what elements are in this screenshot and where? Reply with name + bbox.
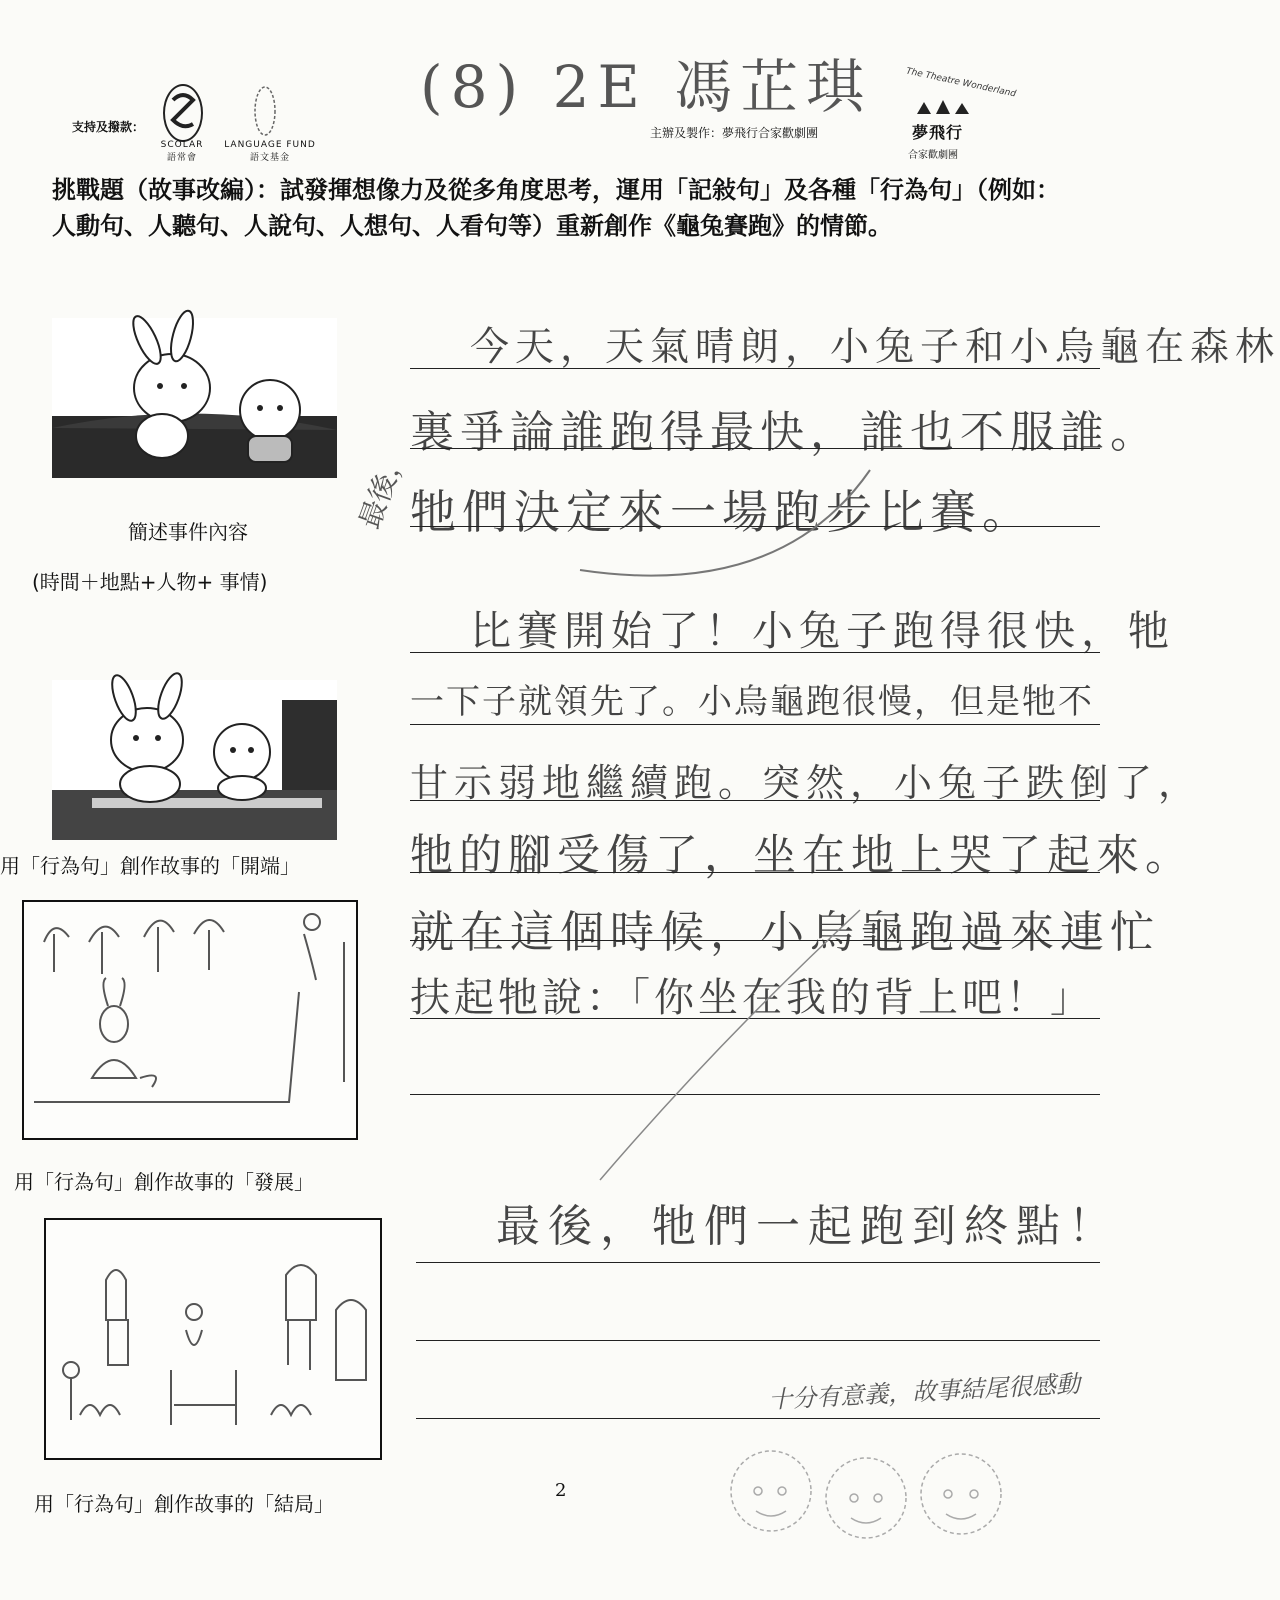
story-line: 今天，天氣晴朗，小兔子和小烏龜在森林 xyxy=(470,325,1280,370)
rabbit-turtle-illustration-2 xyxy=(52,680,337,840)
story-line: 就在這個時候，小烏龜跑過來連忙 xyxy=(410,907,1160,958)
scolar-logo xyxy=(163,84,203,142)
writing-line xyxy=(416,1340,1100,1341)
troupe-name: 夢飛行 xyxy=(912,123,964,142)
caption-beginning: 用「行為句」創作故事的「開端」 xyxy=(0,854,300,878)
story-line: 比賽開始了！小兔子跑得很快，牠 xyxy=(470,607,1175,655)
story-line: 扶起牠說：「你坐在我的背上吧！」 xyxy=(410,975,1094,1021)
story-line: 最後，牠們一起跑到終點！ xyxy=(496,1201,1120,1252)
language-fund-logo xyxy=(252,84,278,138)
story-line: 一下子就領先了。小烏龜跑很慢，但是牠不 xyxy=(410,682,1094,722)
scolar-en: SCOLAR xyxy=(160,140,204,150)
drawing-box-development xyxy=(22,900,358,1140)
writing-line xyxy=(416,1418,1100,1419)
writing-line xyxy=(410,368,1100,369)
sponsor-label: 支持及撥款： xyxy=(72,120,145,134)
writing-line xyxy=(416,1262,1100,1263)
challenge-instructions: 挑戰題（故事改編）：試發揮想像力及從多角度思考，運用「記敍句」及各種「行為句」（例如：人動句、人聽句、人說句、人想句、人看句等）重新創作《龜兔賽跑》的情節。 xyxy=(52,176,1060,240)
organizer-text: 主辦及製作：夢飛行合家歡劇團 xyxy=(650,126,819,140)
story-line: 裏爭論誰跑得最快，誰也不服誰。 xyxy=(410,407,1160,458)
rabbit-turtle-illustration-1 xyxy=(52,318,337,478)
story-line: 牠的腳受傷了，坐在地上哭了起來。 xyxy=(410,831,1194,881)
student-info-handwritten: (8) 2E 馮芷琪 xyxy=(420,53,873,121)
caption-summary-elements: (時間＋地點+人物+ 事情) xyxy=(32,570,268,594)
caption-ending: 用「行為句」創作故事的「結局」 xyxy=(34,1492,334,1516)
troupe-logo-icon xyxy=(912,96,982,116)
story-line: 牠們決定來一場跑步比賽。 xyxy=(410,485,1034,539)
troupe-english-name: The Theatre Wonderland xyxy=(905,66,1017,100)
language-fund-en: LANGUAGE FUND xyxy=(224,140,316,150)
caption-summary-title: 簡述事件內容 xyxy=(128,520,248,544)
troupe-subtitle: 合家歡劇團 xyxy=(908,150,958,161)
page-number: 2 xyxy=(555,1480,567,1501)
scolar-zh: 語常會 xyxy=(166,153,197,163)
story-line: 甘示弱地繼續跑。突然，小兔子跌倒了， xyxy=(410,761,1203,805)
drawing-box-ending xyxy=(44,1218,382,1460)
caption-development: 用「行為句」創作故事的「發展」 xyxy=(14,1170,314,1194)
margin-note: 最後， xyxy=(352,442,413,533)
reward-stamp-icon xyxy=(716,1436,1016,1546)
teacher-comment: 十分有意義，故事結尾很感動 xyxy=(767,1369,1081,1415)
language-fund-zh: 語文基金 xyxy=(249,153,290,163)
teacher-check-mark xyxy=(560,440,1120,1200)
